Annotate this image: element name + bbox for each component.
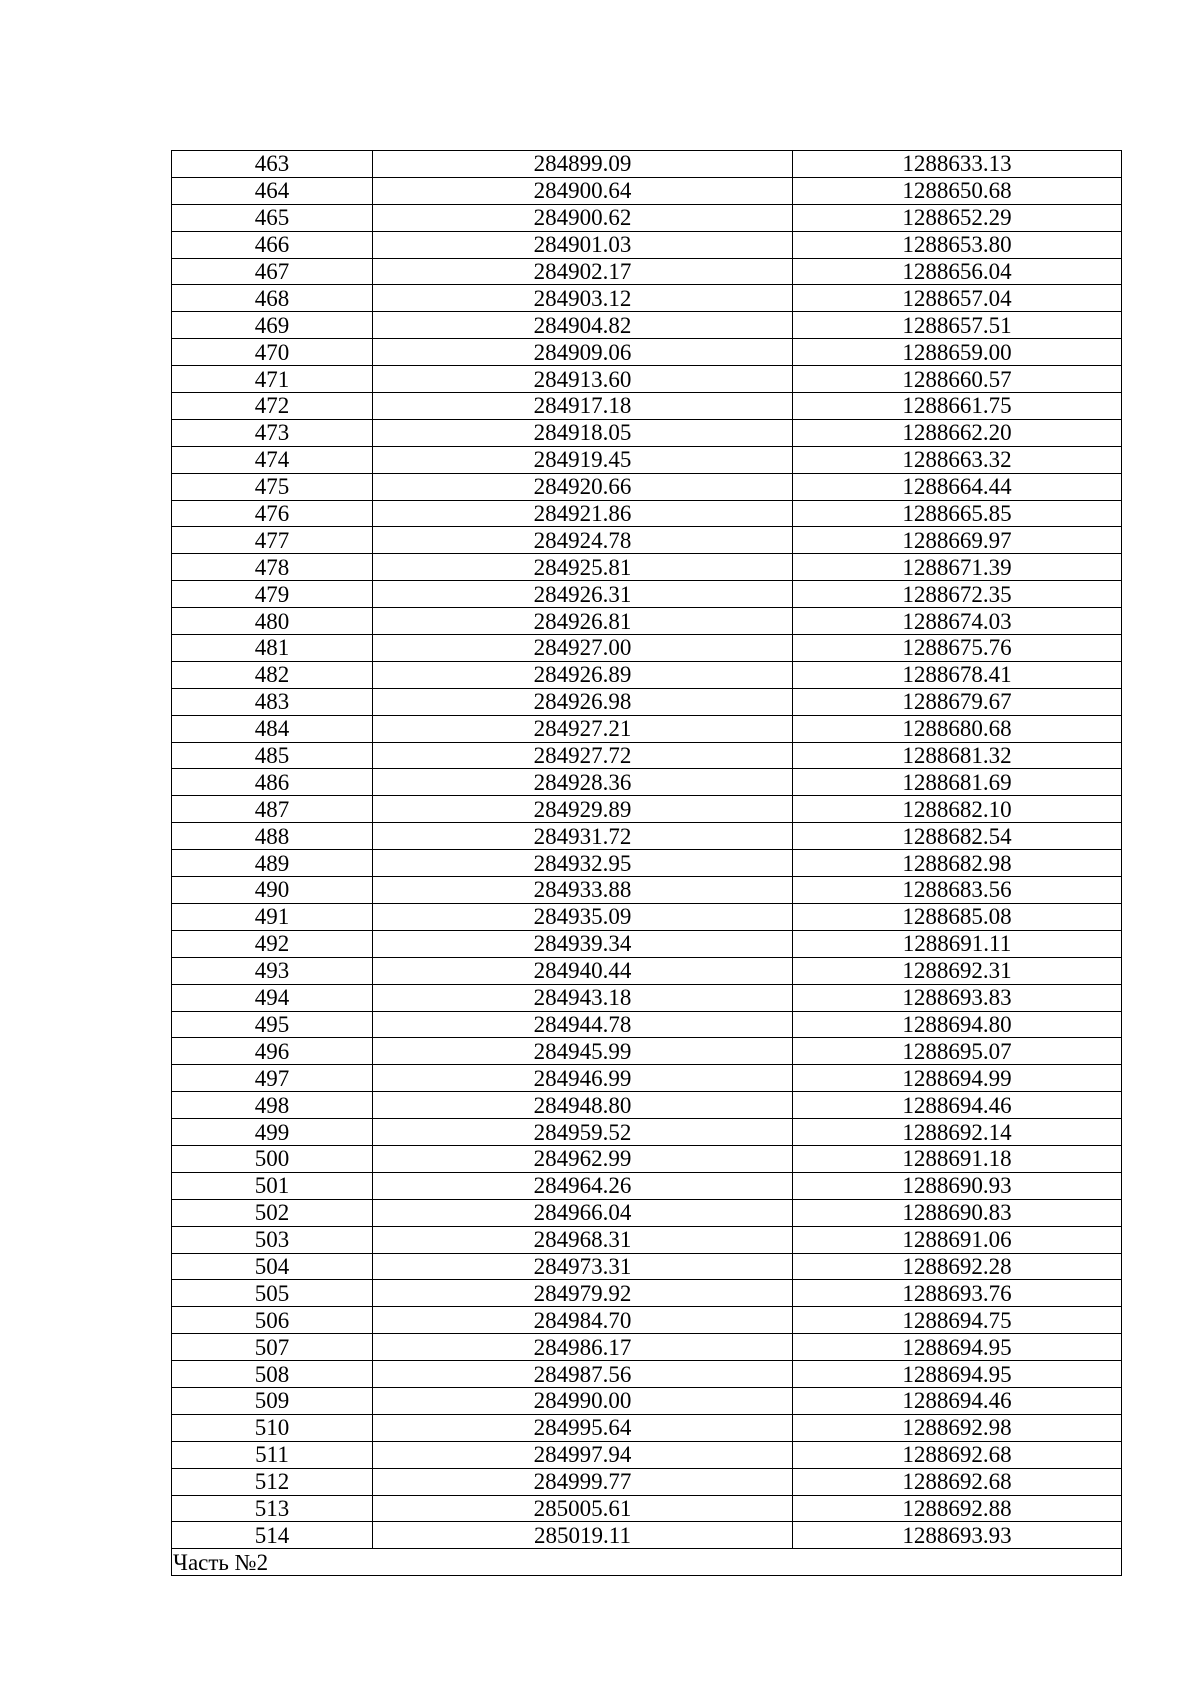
table-row [172, 1172, 1122, 1199]
x-coordinate-cell: 284946.99 [373, 1065, 793, 1092]
x-coordinate-cell: 284944.78 [373, 1011, 793, 1038]
table-row [172, 957, 1122, 984]
table-row [172, 1253, 1122, 1280]
x-coordinate-cell: 284979.92 [373, 1280, 793, 1307]
x-coordinate-cell: 284901.03 [373, 231, 793, 258]
table-row [172, 1038, 1122, 1065]
point-number-cell: 472 [172, 393, 373, 420]
x-coordinate-cell: 284968.31 [373, 1226, 793, 1253]
point-number-cell: 513 [172, 1495, 373, 1522]
y-coordinate-cell: 1288693.76 [793, 1280, 1122, 1307]
table-row [172, 661, 1122, 688]
table-row [172, 1414, 1122, 1441]
point-number-cell: 466 [172, 231, 373, 258]
x-coordinate-cell: 284909.06 [373, 339, 793, 366]
y-coordinate-cell: 1288661.75 [793, 393, 1122, 420]
point-number-cell: 477 [172, 527, 373, 554]
y-coordinate-cell: 1288682.98 [793, 850, 1122, 877]
y-coordinate-cell: 1288694.46 [793, 1387, 1122, 1414]
point-number-cell: 470 [172, 339, 373, 366]
y-coordinate-cell: 1288694.80 [793, 1011, 1122, 1038]
table-row [172, 1011, 1122, 1038]
part-label: Часть №2 [172, 1549, 1122, 1576]
point-number-cell: 481 [172, 635, 373, 662]
table-row [172, 1361, 1122, 1388]
table-row [172, 1065, 1122, 1092]
y-coordinate-cell: 1288694.75 [793, 1307, 1122, 1334]
y-coordinate-cell: 1288681.69 [793, 769, 1122, 796]
y-coordinate-cell: 1288665.85 [793, 500, 1122, 527]
point-number-cell: 511 [172, 1441, 373, 1468]
y-coordinate-cell: 1288694.46 [793, 1092, 1122, 1119]
x-coordinate-cell: 284940.44 [373, 957, 793, 984]
point-number-cell: 509 [172, 1387, 373, 1414]
point-number-cell: 471 [172, 366, 373, 393]
y-coordinate-cell: 1288692.88 [793, 1495, 1122, 1522]
table-row [172, 984, 1122, 1011]
y-coordinate-cell: 1288660.57 [793, 366, 1122, 393]
x-coordinate-cell: 284921.86 [373, 500, 793, 527]
point-number-cell: 506 [172, 1307, 373, 1334]
x-coordinate-cell: 285019.11 [373, 1522, 793, 1549]
y-coordinate-cell: 1288690.83 [793, 1199, 1122, 1226]
table-row [172, 393, 1122, 420]
x-coordinate-cell: 284935.09 [373, 903, 793, 930]
point-number-cell: 492 [172, 930, 373, 957]
y-coordinate-cell: 1288691.18 [793, 1145, 1122, 1172]
y-coordinate-cell: 1288691.11 [793, 930, 1122, 957]
x-coordinate-cell: 284964.26 [373, 1172, 793, 1199]
y-coordinate-cell: 1288664.44 [793, 473, 1122, 500]
x-coordinate-cell: 284903.12 [373, 285, 793, 312]
point-number-cell: 463 [172, 151, 373, 178]
y-coordinate-cell: 1288659.00 [793, 339, 1122, 366]
table-row [172, 500, 1122, 527]
table-row [172, 742, 1122, 769]
point-number-cell: 512 [172, 1468, 373, 1495]
y-coordinate-cell: 1288672.35 [793, 581, 1122, 608]
x-coordinate-cell: 284926.81 [373, 608, 793, 635]
table-row [172, 688, 1122, 715]
x-coordinate-cell: 284900.64 [373, 177, 793, 204]
x-coordinate-cell: 284929.89 [373, 796, 793, 823]
x-coordinate-cell: 284902.17 [373, 258, 793, 285]
y-coordinate-cell: 1288663.32 [793, 446, 1122, 473]
point-number-cell: 478 [172, 554, 373, 581]
point-number-cell: 490 [172, 877, 373, 904]
point-number-cell: 483 [172, 688, 373, 715]
table-row [172, 1119, 1122, 1146]
y-coordinate-cell: 1288693.93 [793, 1522, 1122, 1549]
table-row [172, 1334, 1122, 1361]
x-coordinate-cell: 284917.18 [373, 393, 793, 420]
y-coordinate-cell: 1288695.07 [793, 1038, 1122, 1065]
x-coordinate-cell: 284926.89 [373, 661, 793, 688]
point-number-cell: 474 [172, 446, 373, 473]
x-coordinate-cell: 284899.09 [373, 151, 793, 178]
x-coordinate-cell: 284984.70 [373, 1307, 793, 1334]
x-coordinate-cell: 284987.56 [373, 1361, 793, 1388]
y-coordinate-cell: 1288680.68 [793, 715, 1122, 742]
table-row [172, 796, 1122, 823]
x-coordinate-cell: 284926.31 [373, 581, 793, 608]
point-number-cell: 504 [172, 1253, 373, 1280]
x-coordinate-cell: 284997.94 [373, 1441, 793, 1468]
table-row [172, 1280, 1122, 1307]
x-coordinate-cell: 284966.04 [373, 1199, 793, 1226]
x-coordinate-cell: 284945.99 [373, 1038, 793, 1065]
point-number-cell: 494 [172, 984, 373, 1011]
point-number-cell: 495 [172, 1011, 373, 1038]
y-coordinate-cell: 1288679.67 [793, 688, 1122, 715]
point-number-cell: 475 [172, 473, 373, 500]
table-row [172, 339, 1122, 366]
point-number-cell: 489 [172, 850, 373, 877]
point-number-cell: 508 [172, 1361, 373, 1388]
table-row [172, 473, 1122, 500]
point-number-cell: 503 [172, 1226, 373, 1253]
y-coordinate-cell: 1288692.68 [793, 1468, 1122, 1495]
table-row [172, 446, 1122, 473]
y-coordinate-cell: 1288675.76 [793, 635, 1122, 662]
x-coordinate-cell: 284933.88 [373, 877, 793, 904]
table-row [172, 850, 1122, 877]
point-number-cell: 488 [172, 823, 373, 850]
y-coordinate-cell: 1288683.56 [793, 877, 1122, 904]
x-coordinate-cell: 284927.21 [373, 715, 793, 742]
x-coordinate-cell: 284990.00 [373, 1387, 793, 1414]
point-number-cell: 514 [172, 1522, 373, 1549]
x-coordinate-cell: 284927.00 [373, 635, 793, 662]
x-coordinate-cell: 284962.99 [373, 1145, 793, 1172]
point-number-cell: 486 [172, 769, 373, 796]
x-coordinate-cell: 284959.52 [373, 1119, 793, 1146]
point-number-cell: 491 [172, 903, 373, 930]
point-number-cell: 510 [172, 1414, 373, 1441]
x-coordinate-cell: 284931.72 [373, 823, 793, 850]
table-row [172, 312, 1122, 339]
table-row [172, 581, 1122, 608]
y-coordinate-cell: 1288633.13 [793, 151, 1122, 178]
table-row [172, 285, 1122, 312]
y-coordinate-cell: 1288662.20 [793, 419, 1122, 446]
table-row [172, 1441, 1122, 1468]
table-row [172, 1522, 1122, 1549]
x-coordinate-cell: 284939.34 [373, 930, 793, 957]
y-coordinate-cell: 1288656.04 [793, 258, 1122, 285]
table-row [172, 903, 1122, 930]
point-number-cell: 468 [172, 285, 373, 312]
y-coordinate-cell: 1288669.97 [793, 527, 1122, 554]
y-coordinate-cell: 1288681.32 [793, 742, 1122, 769]
y-coordinate-cell: 1288685.08 [793, 903, 1122, 930]
x-coordinate-cell: 284919.45 [373, 446, 793, 473]
x-coordinate-cell: 284926.98 [373, 688, 793, 715]
x-coordinate-cell: 284927.72 [373, 742, 793, 769]
table-row [172, 1092, 1122, 1119]
point-number-cell: 465 [172, 204, 373, 231]
point-number-cell: 498 [172, 1092, 373, 1119]
y-coordinate-cell: 1288657.04 [793, 285, 1122, 312]
table-row [172, 366, 1122, 393]
x-coordinate-cell: 284920.66 [373, 473, 793, 500]
point-number-cell: 464 [172, 177, 373, 204]
point-number-cell: 500 [172, 1145, 373, 1172]
x-coordinate-cell: 284918.05 [373, 419, 793, 446]
table-row [172, 635, 1122, 662]
y-coordinate-cell: 1288692.98 [793, 1414, 1122, 1441]
y-coordinate-cell: 1288657.51 [793, 312, 1122, 339]
table-row [172, 715, 1122, 742]
point-number-cell: 485 [172, 742, 373, 769]
point-number-cell: 502 [172, 1199, 373, 1226]
table-row [172, 769, 1122, 796]
table-row [172, 608, 1122, 635]
y-coordinate-cell: 1288691.06 [793, 1226, 1122, 1253]
point-number-cell: 496 [172, 1038, 373, 1065]
x-coordinate-cell: 284986.17 [373, 1334, 793, 1361]
x-coordinate-cell: 284924.78 [373, 527, 793, 554]
table-row [172, 1226, 1122, 1253]
point-number-cell: 467 [172, 258, 373, 285]
y-coordinate-cell: 1288690.93 [793, 1172, 1122, 1199]
y-coordinate-cell: 1288678.41 [793, 661, 1122, 688]
y-coordinate-cell: 1288671.39 [793, 554, 1122, 581]
x-coordinate-cell: 284932.95 [373, 850, 793, 877]
table-row [172, 177, 1122, 204]
y-coordinate-cell: 1288692.14 [793, 1119, 1122, 1146]
y-coordinate-cell: 1288693.83 [793, 984, 1122, 1011]
table-row [172, 1495, 1122, 1522]
table-row [172, 554, 1122, 581]
x-coordinate-cell: 284925.81 [373, 554, 793, 581]
point-number-cell: 507 [172, 1334, 373, 1361]
point-number-cell: 480 [172, 608, 373, 635]
point-number-cell: 476 [172, 500, 373, 527]
point-number-cell: 499 [172, 1119, 373, 1146]
table-row [172, 1307, 1122, 1334]
x-coordinate-cell: 284928.36 [373, 769, 793, 796]
x-coordinate-cell: 284900.62 [373, 204, 793, 231]
point-number-cell: 473 [172, 419, 373, 446]
y-coordinate-cell: 1288694.99 [793, 1065, 1122, 1092]
point-number-cell: 493 [172, 957, 373, 984]
table-row [172, 527, 1122, 554]
point-number-cell: 501 [172, 1172, 373, 1199]
table-row [172, 231, 1122, 258]
x-coordinate-cell: 284943.18 [373, 984, 793, 1011]
table-footer-row [172, 1549, 1122, 1576]
table-row [172, 930, 1122, 957]
table-row [172, 419, 1122, 446]
coordinates-table [171, 150, 1122, 1576]
point-number-cell: 482 [172, 661, 373, 688]
x-coordinate-cell: 284948.80 [373, 1092, 793, 1119]
y-coordinate-cell: 1288682.10 [793, 796, 1122, 823]
point-number-cell: 479 [172, 581, 373, 608]
table-row [172, 877, 1122, 904]
y-coordinate-cell: 1288650.68 [793, 177, 1122, 204]
x-coordinate-cell: 284973.31 [373, 1253, 793, 1280]
point-number-cell: 487 [172, 796, 373, 823]
y-coordinate-cell: 1288694.95 [793, 1334, 1122, 1361]
table-row [172, 204, 1122, 231]
y-coordinate-cell: 1288694.95 [793, 1361, 1122, 1388]
coordinates-table-body [172, 151, 1122, 1576]
y-coordinate-cell: 1288692.31 [793, 957, 1122, 984]
table-row [172, 258, 1122, 285]
table-row [172, 151, 1122, 178]
y-coordinate-cell: 1288652.29 [793, 204, 1122, 231]
table-row [172, 1145, 1122, 1172]
point-number-cell: 505 [172, 1280, 373, 1307]
point-number-cell: 484 [172, 715, 373, 742]
y-coordinate-cell: 1288674.03 [793, 608, 1122, 635]
table-row [172, 823, 1122, 850]
y-coordinate-cell: 1288682.54 [793, 823, 1122, 850]
x-coordinate-cell: 284913.60 [373, 366, 793, 393]
x-coordinate-cell: 284904.82 [373, 312, 793, 339]
point-number-cell: 469 [172, 312, 373, 339]
y-coordinate-cell: 1288692.68 [793, 1441, 1122, 1468]
x-coordinate-cell: 284999.77 [373, 1468, 793, 1495]
table-row [172, 1387, 1122, 1414]
x-coordinate-cell: 284995.64 [373, 1414, 793, 1441]
y-coordinate-cell: 1288653.80 [793, 231, 1122, 258]
y-coordinate-cell: 1288692.28 [793, 1253, 1122, 1280]
point-number-cell: 497 [172, 1065, 373, 1092]
table-row [172, 1199, 1122, 1226]
x-coordinate-cell: 285005.61 [373, 1495, 793, 1522]
table-row [172, 1468, 1122, 1495]
